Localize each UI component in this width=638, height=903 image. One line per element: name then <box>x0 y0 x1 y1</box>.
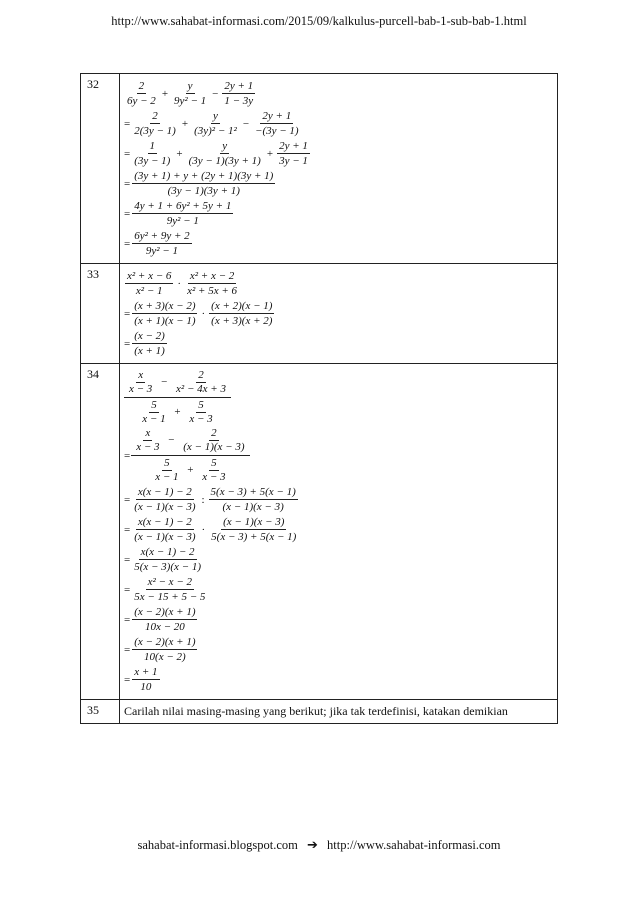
math-line: = $\frac{2}{2(3y - 1)}$ + $\frac{y}{\text{(3y)² − 1²}}$ − $\frac{2y + 1}{-(3y - 1)}$ <box>124 110 299 137</box>
page-footer <box>0 838 638 853</box>
math-line: = $\frac{\text{6y² + 9y + 2}}{\text{9y² − 1}}$ <box>124 230 190 257</box>
math-line: = $\frac{(x - 2)}{(x + 1)}$ <box>124 330 165 357</box>
math-line: $\frac{\text{x² + x − 6}}{\text{x² − 1}}$ · $\frac{\text{x² + x − 2}}{\text{x² + 5x + 6}}$ <box>127 270 238 297</box>
table-row <box>81 364 558 700</box>
arrow-right-icon: ➔ <box>307 838 318 853</box>
footer-site-link[interactable]: http://www.sahabat-informasi.com <box>327 838 501 852</box>
math-line: = $\frac{x(x - 1) - 2}{(x - 1)(x - 3)}$ : $\frac{5(x - 3) + 5(x - 1)}{(x - 1)(x - 3)}$ <box>124 486 296 513</box>
problem-number: 35 <box>81 700 120 724</box>
math-line: = $\frac{(x - 2)(x + 1)}{10(x - 2)}$ <box>124 636 196 663</box>
problem-32-solution <box>120 74 558 264</box>
problem-number: 34 <box>81 364 120 700</box>
math-line: = $\frac{x}{x - 3}$ − $\frac{2}{(x - 1)(x - 3)}$ $\frac{5}{x - 1}$ + $\frac{5}{x - 3}$ <box>124 427 557 484</box>
page-header-url: http://www.sahabat-informasi.com/2015/09/kalkulus-purcell-bab-1-sub-bab-1.html <box>111 14 527 28</box>
problem-34-solution <box>120 364 558 700</box>
table-row <box>81 264 558 364</box>
problem-35-text: Carilah nilai masing-masing yang berikut; jika tak terdefinisi, katakan demikian <box>120 700 558 724</box>
solution-table <box>80 73 558 724</box>
math-line: = $\frac{1}{(3y - 1)}$ + $\frac{y}{(3y - 1)(3y + 1)}$ + $\frac{2y + 1}{3y - 1}$ <box>124 140 308 167</box>
math-line: = $\frac{\text{x² − x − 2}}{5x - 15 + 5 - 5}$ <box>124 576 206 603</box>
math-line: = $\frac{(3y + 1) + y + (2y + 1)(3y + 1)}{(3y - 1)(3y + 1)}$ <box>124 170 274 197</box>
math-line: = $\frac{x(x - 1) - 2}{(x - 1)(x - 3)}$ · $\frac{(x - 1)(x - 3)}{5(x - 3) + 5(x - 1)}$ <box>124 516 297 543</box>
problem-number: 32 <box>81 74 120 264</box>
math-line: = $\frac{x + 1}{10}$ <box>124 666 158 693</box>
problem-number: 33 <box>81 264 120 364</box>
math-line: = $\frac{(x + 3)(x - 2)}{(x + 1)(x - 1)}$ · $\frac{(x + 2)(x - 1)}{(x + 3)(x + 2)}$ <box>124 300 273 327</box>
math-line: = $\frac{\text{4y + 1 + 6y² + 5y + 1}}{\text{9y² − 1}}$ <box>124 200 232 227</box>
problem-33-solution <box>120 264 558 364</box>
math-line: = $\frac{x(x - 1) - 2}{5(x - 3)(x - 1)}$ <box>124 546 201 573</box>
table-row <box>81 700 558 724</box>
footer-blog-link[interactable]: sahabat-informasi.blogspot.com <box>137 838 298 852</box>
math-line: = $\frac{(x - 2)(x + 1)}{10x - 20}$ <box>124 606 196 633</box>
math-line: $\frac{x}{x - 3}$ − $\frac{2}{\text{x² − 4x + 3}}$ $\frac{5}{x - 1}$ + $\frac{5}{x - 3}$ <box>124 369 557 426</box>
table-row <box>81 74 558 264</box>
math-line: $\frac{2}{6y - 2}$ + $\frac{y}{\text{9y² − 1}}$ − $\frac{2y + 1}{1 - 3y}$ <box>127 80 254 107</box>
